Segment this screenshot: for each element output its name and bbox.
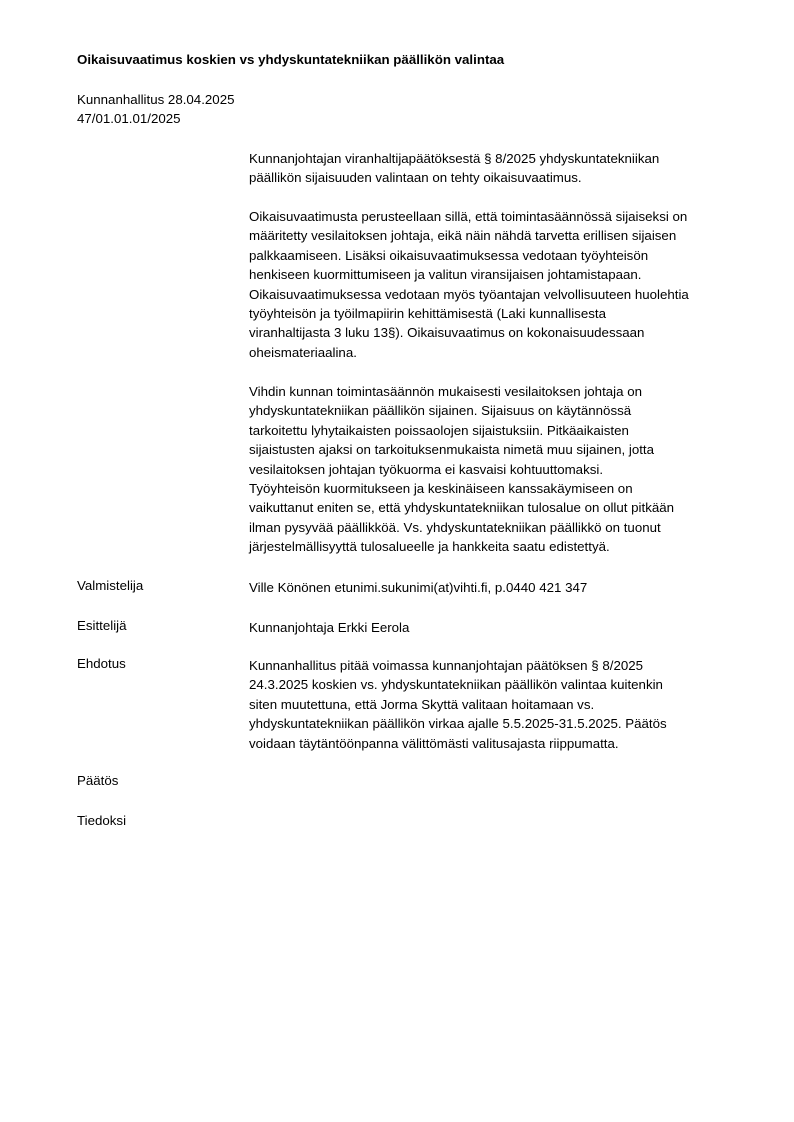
- proposal-line: Kunnanhallitus pitää voimassa kunnanjohtajan päätöksen § 8/2025: [249, 658, 644, 673]
- decision-label: Päätös: [77, 773, 119, 788]
- proposal-line: siten muutettuna, että Jorma Skyttä valitaan hoitamaan vs.: [249, 696, 595, 712]
- paragraph-line: vaikuttanut eniten se, että yhdyskuntatekniikan tulosalue on ollut pitkään: [249, 500, 675, 516]
- paragraph-line: Vihdin kunnan toimintasäännön mukaisesti vesilaitoksen johtaja on: [249, 384, 642, 399]
- paragraph-line: Oikaisuvaatimuksessa vedotaan myös työantajan velvollisuuteen huolehtia: [249, 286, 689, 302]
- proposal-line: voidaan täytäntöönpanna välittömästi valitusajasta riippumatta.: [249, 735, 619, 751]
- proposal-line: yhdyskuntatekniikan päällikön virkaa ajalle 5.5.2025-31.5.2025. Päätös: [249, 716, 667, 732]
- meeting-info: [77, 90, 234, 128]
- paragraph-line: Työyhteisön kuormitukseen ja keskinäiseen kanssakäymiseen on: [249, 481, 633, 497]
- paragraph-line: työyhteisön ja työilmapiirin kehittämisestä (Laki kunnallisesta: [249, 306, 606, 322]
- paragraph-line: oheismateriaalina.: [249, 344, 357, 360]
- paragraph-1: [249, 149, 749, 188]
- paragraph-line: Oikaisuvaatimusta perusteellaan sillä, että toimintasäännössä sijaiseksi on: [249, 209, 688, 224]
- paragraph-line: viranhaltijasta 3 luku 13§). Oikaisuvaatimus on kokonaisuudessaan: [249, 325, 645, 341]
- presenter-value: Kunnanjohtaja Erkki Eerola: [249, 620, 410, 635]
- proposal-line: 24.3.2025 koskien vs. yhdyskuntatekniikan päällikön valintaa kuitenkin: [249, 677, 663, 693]
- document-title: Oikaisuvaatimus koskien vs yhdyskuntatekniikan päällikön valintaa: [77, 52, 505, 67]
- paragraph-line: päällikön sijaisuuden valintaan on tehty oikaisuvaatimus.: [249, 170, 582, 186]
- paragraph-line: määritetty vesilaitoksen johtaja, eikä näin nähdä tarvetta erillisen sijaisen: [249, 228, 677, 244]
- preparer-value: Ville Könönen etunimi.sukunimi(at)vihti.fi, p.0440 421 347: [249, 580, 588, 595]
- paragraph-line: henkiseen kuormittumiseen ja valitun viransijaisen johtamistapaan.: [249, 267, 642, 283]
- paragraph-line: tarkoitettu lyhytaikaisten poissaolojen sijaistuksiin. Pitkäaikaisten: [249, 422, 629, 438]
- paragraph-line: sijaistusten ajaksi on tarkoituksenmukaista nimetä muu sijainen, jotta: [249, 442, 655, 458]
- proposal-text: [249, 656, 667, 753]
- reference-number: 47/01.01.01/2025: [77, 111, 181, 126]
- paragraph-line: palkkaamiseen. Lisäksi oikaisuvaatimuksessa vedotaan työyhteisön: [249, 247, 649, 263]
- preparer-label: Valmistelija: [77, 578, 144, 593]
- paragraph-line: yhdyskuntatekniikan päällikön sijainen. Sijaisuus on käytännössä: [249, 403, 632, 419]
- paragraph-line: vesilaitoksen johtajan työkuorma ei kasvaisi kohtuuttomaksi.: [249, 461, 604, 477]
- paragraph-2: [249, 207, 749, 362]
- notice-label: Tiedoksi: [77, 813, 127, 828]
- presenter-label: Esittelijä: [77, 618, 127, 633]
- proposal-label: Ehdotus: [77, 656, 126, 671]
- meeting-date: Kunnanhallitus 28.04.2025: [77, 92, 235, 107]
- paragraph-line: järjestelmällisyyttä tulosalueelle ja hankkeita saatu edistettyä.: [249, 539, 610, 555]
- paragraph-line: Kunnanjohtajan viranhaltijapäätöksestä § 8/2025 yhdyskuntatekniikan: [249, 151, 660, 166]
- paragraph-line: ilman pysyvää päällikköä. Vs. yhdyskuntatekniikan päällikkö on tuonut: [249, 519, 661, 535]
- paragraph-3: [249, 382, 749, 557]
